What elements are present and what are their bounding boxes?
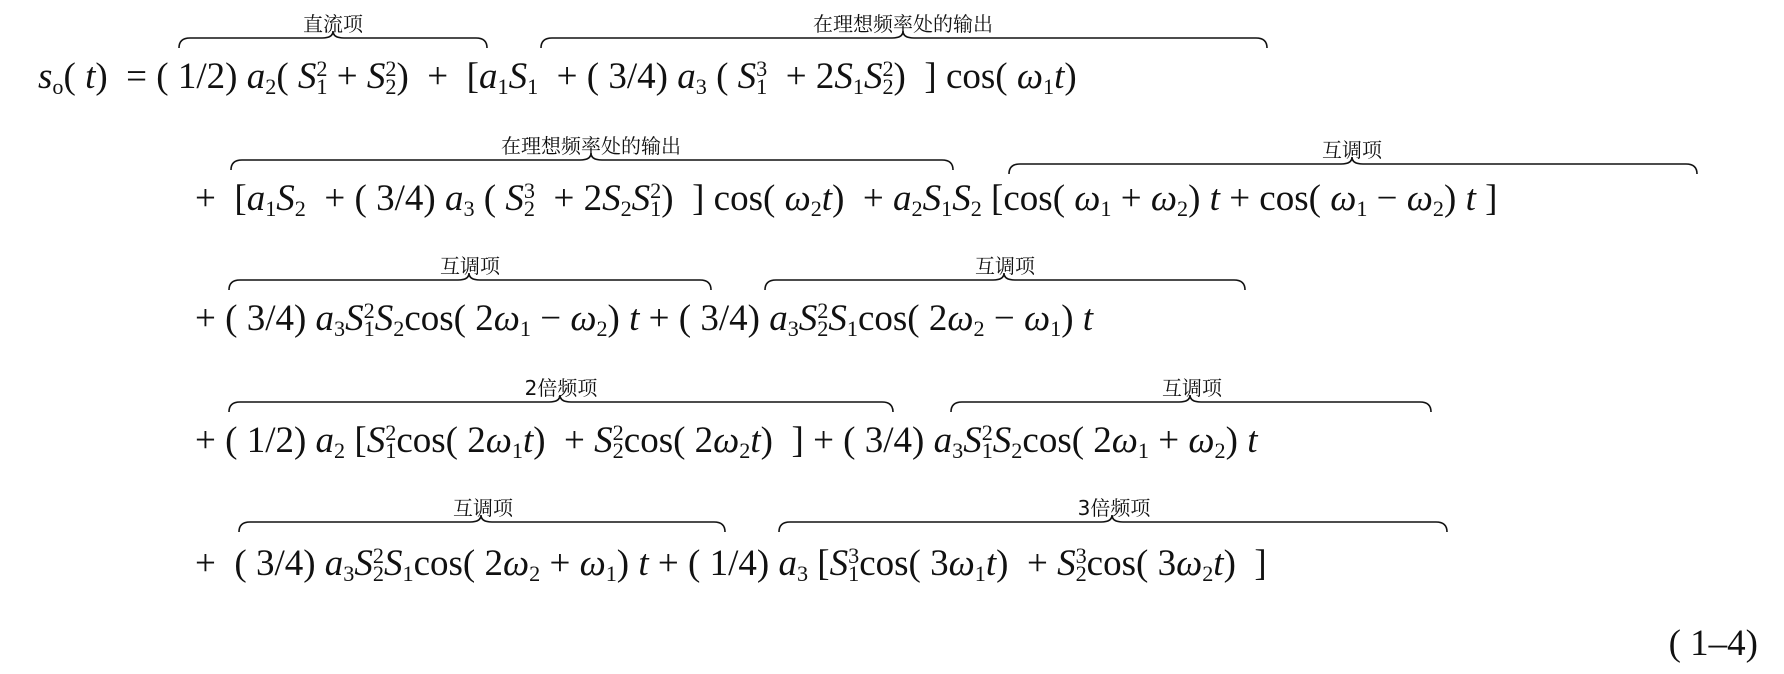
overbrace-intermod-2	[228, 272, 712, 292]
overbrace-ideal-2	[230, 152, 954, 172]
label-intermod-3: 互调项	[975, 254, 1035, 278]
overbrace-intermod-1	[1008, 156, 1698, 176]
overbrace-dc	[178, 30, 488, 50]
equation-line-2: + [$a_1S_2$ + ( 3/4) $a_3$ ( $S^3_2 + 2S_2S^2_1$) ] cos( $\omega_2t) + a_2S_1S_2$ [cos( $\omega_1 + \omega_2$) t + cos( $\omega_1 - \omega_2$) t ]	[195, 178, 1498, 221]
equation-line-1: $s_o$( t) = ( 1/2) $a_2$( $S^2_1 + S^2_2) + [a_1S_1$ + ( 3/4) $a_3$ ( $S^3_1 + 2S_1S^2_2$) ] cos( $\omega_1t$)	[38, 56, 1077, 99]
label-intermod-5: 互调项	[453, 496, 513, 520]
label-intermod-4: 互调项	[1162, 376, 1222, 400]
label-ideal-output-2: 在理想频率处的输出	[501, 134, 681, 158]
overbrace-ideal-1	[540, 30, 1268, 50]
label-intermod-2: 互调项	[440, 254, 500, 278]
overbrace-third-harmonic	[778, 514, 1448, 534]
label-intermod-1: 互调项	[1322, 138, 1382, 162]
overbrace-intermod-3	[764, 272, 1246, 292]
equation-line-3: + ( 3/4) $a_3S^2_1S_2\cos$( $2\omega_1 - \omega_2$) t + ( 3/4) $a_3S^2_2S_1\cos$( $2\omega_2 - \omega_1$) t	[195, 298, 1094, 341]
label-third-harmonic: 3倍频项	[1077, 496, 1151, 520]
equation-number: ( 1–4)	[1668, 623, 1758, 664]
overbrace-intermod-4	[950, 394, 1432, 414]
equation-line-5: + ( 3/4) $a_3S^2_2S_1\cos$( $2\omega_2 + \omega_1$) t + ( 1/4) $a_3$ [$S^3_1\cos$( $3\omega_1t) + S^3_2\cos$( $3\omega_2t$) ]	[195, 543, 1267, 586]
equation-line-4: + ( 1/2) $a_2$ [$S^2_1\cos$( $2\omega_1t) + S^2_2\cos$( $2\omega_2t$) ] + ( 3/4) $a_3S^2_1S_2\cos$( $2\omega_1 + \omega_2$) t	[195, 420, 1258, 463]
overbrace-intermod-5	[238, 514, 726, 534]
label-ideal-output-1: 在理想频率处的输出	[813, 12, 993, 36]
label-dc-term: 直流项	[303, 12, 363, 36]
overbrace-second-harmonic	[228, 394, 894, 414]
label-second-harmonic: 2倍频项	[524, 376, 598, 400]
